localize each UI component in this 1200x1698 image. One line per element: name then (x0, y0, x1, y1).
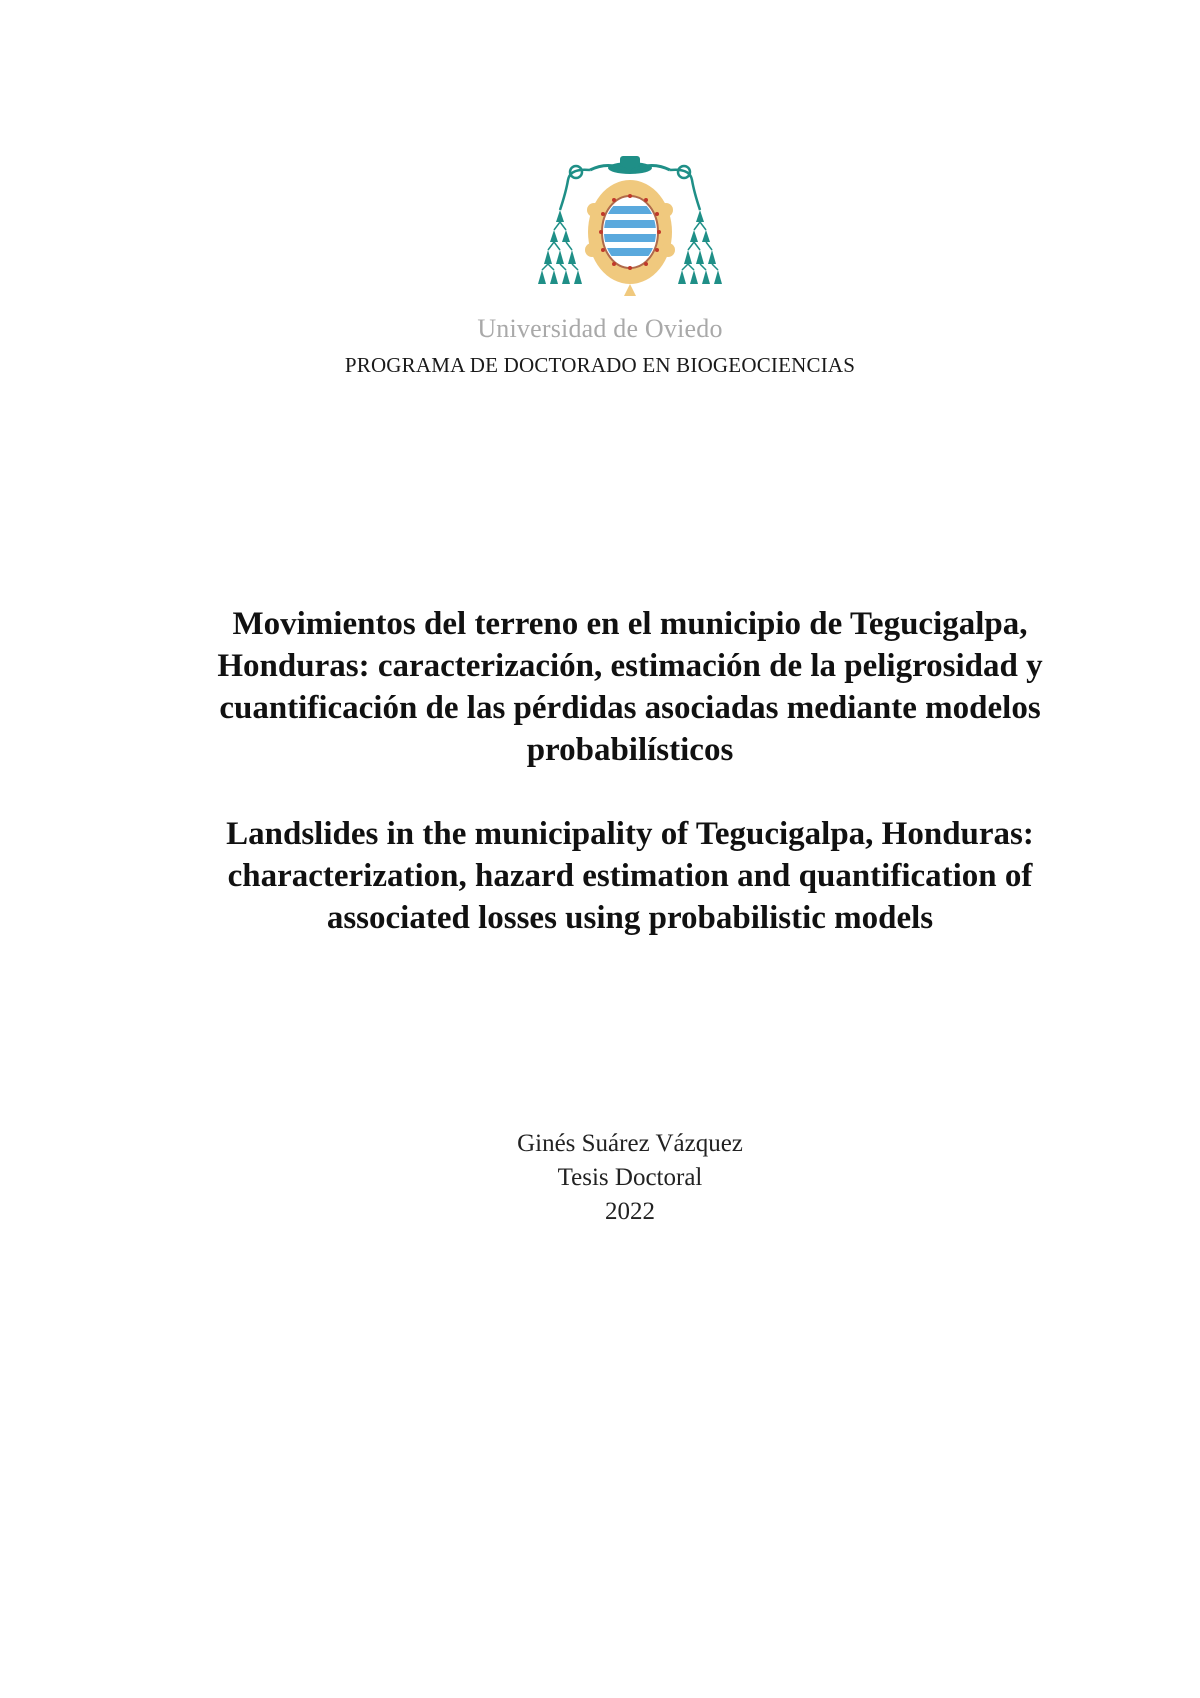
degree-type: Tesis Doctoral (557, 1164, 703, 1191)
title-spanish-line: Honduras: caracterización, estimación de la peligrosidad y (217, 648, 1043, 684)
title-english-line: characterization, hazard estimation and quantification of (227, 858, 1033, 894)
university-crest-icon (530, 150, 730, 305)
title-spanish-line: cuantificación de las pérdidas asociadas mediante modelos (219, 690, 1041, 726)
title-spanish (150, 603, 1110, 771)
author-block (0, 1127, 1200, 1229)
title-spanish-line: Movimientos del terreno en el municipio de Tegucigalpa, (232, 606, 1028, 642)
doctoral-program: PROGRAMA DE DOCTORADO EN BIOGEOCIENCIAS (344, 353, 856, 377)
year: 2022 (605, 1198, 655, 1225)
title-english-line: Landslides in the municipality of Tegucigalpa, Honduras: (226, 816, 1034, 852)
title-english-line: associated losses using probabilistic models (326, 900, 934, 936)
university-name: Universidad de Oviedo (477, 314, 723, 343)
title-english (150, 813, 1110, 939)
author-name: Ginés Suárez Vázquez (517, 1130, 743, 1157)
title-spanish-line: probabilísticos (526, 732, 734, 768)
